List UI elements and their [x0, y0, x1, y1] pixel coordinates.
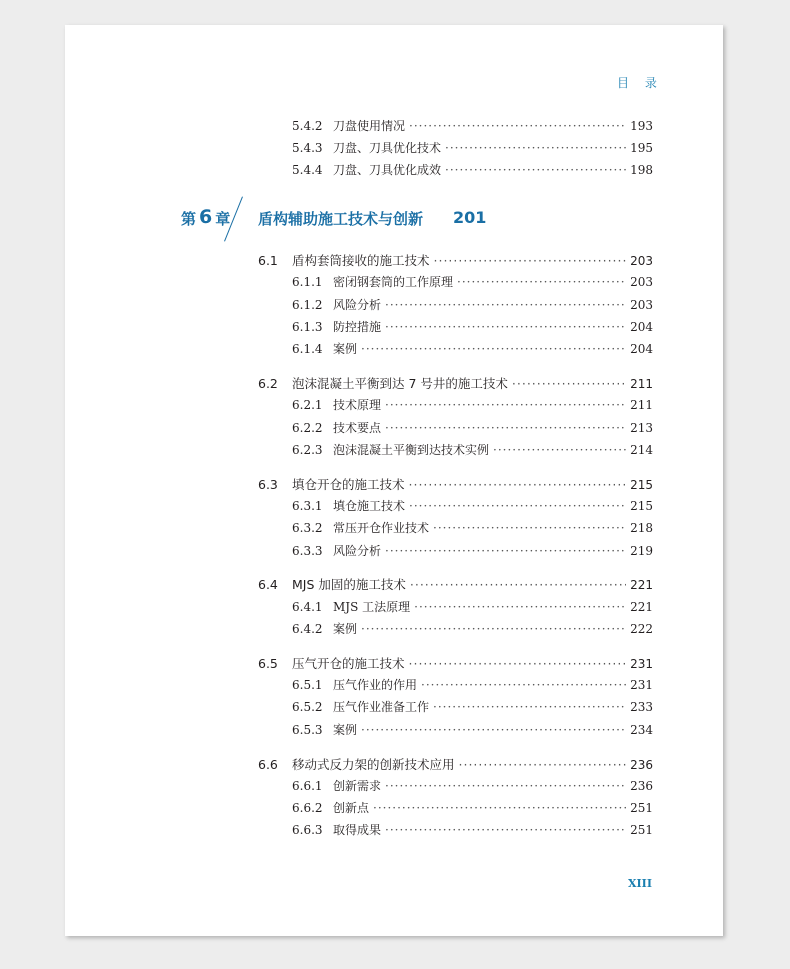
- leader-dots: [493, 443, 626, 457]
- entry-number: 5.4.2: [292, 119, 323, 133]
- toc-section-entry[interactable]: [258, 575, 653, 593]
- entry-number: 6.6.3: [292, 823, 323, 838]
- running-header: 目 录: [617, 76, 663, 90]
- chapter-suffix: 章: [215, 210, 231, 228]
- entry-title: 案例: [333, 722, 358, 737]
- leader-dots: [445, 163, 626, 177]
- leader-dots: [385, 779, 626, 793]
- toc-subsection-entry[interactable]: [292, 117, 653, 135]
- toc-subsection-entry[interactable]: [292, 698, 653, 716]
- entry-page: 193: [630, 119, 653, 133]
- leader-dots: [457, 275, 626, 289]
- entry-page: 234: [630, 722, 653, 737]
- entry-page: 233: [630, 700, 653, 715]
- leader-dots: [385, 298, 626, 312]
- entry-title: MJS 加固的施工技术: [292, 577, 406, 593]
- entry-title: 刀盘、刀具优化技术: [333, 141, 442, 155]
- toc-subsection-entry[interactable]: [292, 273, 653, 291]
- entry-title: 移动式反力架的创新技术应用: [292, 756, 455, 772]
- entry-number: 6.1.2: [292, 297, 323, 312]
- entry-title: 技术原理: [333, 398, 382, 413]
- entry-number: 6.2.2: [292, 420, 323, 435]
- leader-dots: [445, 141, 626, 155]
- entry-page: 221: [630, 578, 653, 593]
- entry-number: 6.5.3: [292, 722, 323, 737]
- entry-page: 204: [630, 319, 653, 334]
- entry-number: 5.4.3: [292, 141, 323, 155]
- entry-page: 213: [630, 420, 653, 435]
- entry-title: 刀盘、刀具优化成效: [333, 163, 442, 177]
- toc-subsection-entry[interactable]: [292, 598, 653, 616]
- entry-page: 214: [630, 442, 653, 457]
- entry-number: 6.4.1: [292, 599, 323, 614]
- leader-dots: [385, 320, 626, 334]
- toc-section-entry[interactable]: [258, 251, 653, 269]
- leader-dots: [433, 700, 626, 714]
- entry-title: 泡沫混凝土平衡到达 7 号井的施工技术: [292, 376, 508, 391]
- toc-subsection-entry[interactable]: [292, 777, 653, 795]
- toc-subsection-entry[interactable]: [292, 441, 653, 459]
- chapter-number: 6: [199, 206, 213, 228]
- entry-page: 215: [630, 477, 653, 492]
- entry-number: 6.2: [258, 376, 278, 391]
- entry-page: 221: [630, 599, 653, 614]
- toc-subsection-entry[interactable]: [292, 542, 653, 560]
- entry-title: 密闭钢套筒的工作原理: [333, 275, 454, 290]
- toc-subsection-entry[interactable]: [292, 676, 653, 694]
- entry-title: 取得成果: [333, 823, 382, 838]
- entry-page: 215: [630, 499, 653, 513]
- toc-subsection-entry[interactable]: [292, 340, 653, 358]
- toc-section-entry[interactable]: [258, 374, 653, 392]
- toc-subsection-entry[interactable]: [292, 799, 653, 817]
- entry-number: 6.2.3: [292, 442, 323, 457]
- entry-page: 251: [630, 823, 653, 838]
- toc-subsection-entry[interactable]: [292, 318, 653, 336]
- toc-subsection-entry[interactable]: [292, 821, 653, 839]
- chapter-prefix: 第: [181, 210, 197, 228]
- entry-title: 泡沫混凝土平衡到达技术实例: [333, 442, 490, 457]
- entry-number: 6.5.2: [292, 700, 323, 715]
- entry-title: 盾构套筒接收的施工技术: [292, 253, 430, 268]
- leader-dots: [409, 499, 626, 513]
- leader-dots: [385, 398, 626, 412]
- entry-title: 填仓开仓的施工技术: [292, 476, 405, 492]
- leader-dots: [409, 477, 627, 492]
- entry-number: 6.1: [258, 253, 278, 268]
- entry-title: 风险分析: [333, 543, 382, 558]
- entry-number: 6.6.2: [292, 801, 323, 816]
- entry-page: 203: [630, 297, 653, 312]
- leader-dots: [421, 678, 626, 692]
- entry-title: 填仓施工技术: [333, 499, 406, 513]
- entry-page: 251: [630, 801, 653, 816]
- toc-section-entry[interactable]: [258, 475, 653, 493]
- chapter-page: 201: [453, 208, 487, 227]
- toc-section-entry[interactable]: [258, 755, 653, 773]
- leader-dots: [361, 342, 626, 356]
- entry-number: 6.6.1: [292, 778, 323, 793]
- leader-dots: [459, 757, 627, 772]
- entry-page: 218: [630, 521, 653, 536]
- toc-subsection-entry[interactable]: [292, 296, 653, 314]
- toc-subsection-entry[interactable]: [292, 419, 653, 437]
- entry-number: 6.1.1: [292, 275, 323, 290]
- toc-subsection-entry[interactable]: [292, 497, 653, 515]
- leader-dots: [409, 119, 626, 133]
- entry-page: 219: [630, 543, 653, 558]
- entry-page: 204: [630, 342, 653, 357]
- entry-title: 创新点: [333, 801, 370, 816]
- toc-subsection-entry[interactable]: [292, 139, 653, 157]
- entry-page: 231: [630, 678, 653, 693]
- entry-page: 222: [630, 622, 653, 636]
- entry-title: 刀盘使用情况: [333, 119, 406, 133]
- toc-subsection-entry[interactable]: [292, 396, 653, 414]
- entry-title: 压气作业准备工作: [333, 700, 430, 715]
- leader-dots: [434, 253, 627, 268]
- leader-dots: [361, 622, 626, 636]
- leader-dots: [409, 656, 627, 671]
- entry-title: 防控措施: [333, 319, 382, 334]
- leader-dots: [414, 600, 626, 614]
- entry-page: 198: [630, 163, 653, 177]
- entry-title: MJS 工法原理: [333, 599, 411, 614]
- chapter-label: [181, 207, 230, 229]
- toc-subsection-entry[interactable]: [292, 161, 653, 179]
- entry-title: 压气开仓的施工技术: [292, 655, 405, 671]
- leader-dots: [385, 823, 626, 837]
- leader-dots: [433, 521, 626, 535]
- leader-dots: [373, 801, 626, 815]
- entry-number: 6.1.4: [292, 342, 323, 357]
- entry-number: 6.3: [258, 476, 278, 492]
- leader-dots: [512, 376, 626, 391]
- entry-number: 6.1.3: [292, 319, 323, 334]
- entry-page: 195: [630, 141, 653, 155]
- leader-dots: [361, 723, 626, 737]
- toc-subsection-entry[interactable]: [292, 519, 653, 537]
- leader-dots: [410, 577, 626, 592]
- entry-number: 5.4.4: [292, 163, 323, 177]
- entry-page: 236: [630, 778, 653, 793]
- leader-dots: [385, 421, 626, 435]
- entry-title: 常压开仓作业技术: [333, 521, 430, 536]
- entry-number: 6.3.1: [292, 499, 323, 513]
- entry-title: 压气作业的作用: [333, 678, 418, 693]
- chapter-title: 盾构辅助施工技术与创新: [258, 210, 424, 228]
- toc-section-entry[interactable]: [258, 654, 653, 672]
- toc-subsection-entry[interactable]: [292, 721, 653, 739]
- entry-title: 技术要点: [333, 420, 382, 435]
- entry-number: 6.6: [258, 756, 278, 772]
- entry-page: 203: [630, 254, 653, 268]
- entry-number: 6.3.2: [292, 521, 323, 536]
- entry-title: 案例: [333, 622, 358, 636]
- entry-page: 236: [630, 757, 653, 772]
- entry-number: 6.2.1: [292, 398, 323, 413]
- leader-dots: [385, 544, 626, 558]
- entry-number: 6.4.2: [292, 622, 323, 636]
- entry-title: 风险分析: [333, 297, 382, 312]
- entry-page: 211: [630, 377, 653, 391]
- entry-number: 6.5: [258, 655, 278, 671]
- entry-title: 案例: [333, 342, 358, 357]
- entry-number: 6.5.1: [292, 678, 323, 693]
- toc-subsection-entry[interactable]: [292, 620, 653, 638]
- entry-number: 6.4: [258, 577, 278, 593]
- entry-page: 231: [630, 656, 653, 671]
- entry-page: 211: [630, 398, 653, 413]
- entry-page: 203: [630, 275, 653, 290]
- entry-title: 创新需求: [333, 778, 382, 793]
- entry-number: 6.3.3: [292, 543, 323, 558]
- page-folio: XIII: [628, 877, 652, 890]
